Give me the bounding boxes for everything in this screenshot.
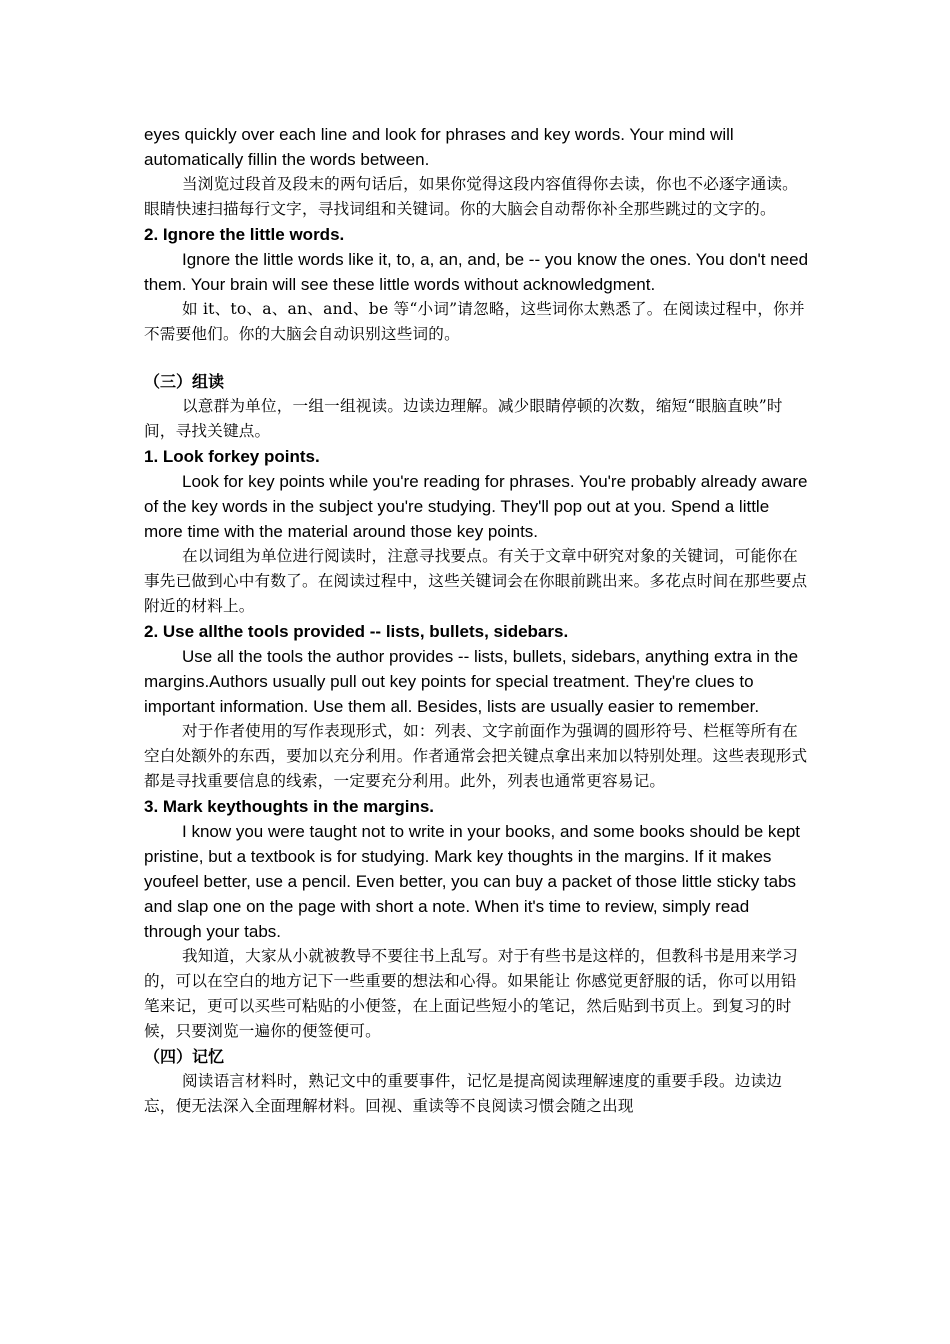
heading-ignore-little-words: 2. Ignore the little words. <box>144 225 345 244</box>
paragraph-zh-4: 对于作者使用的写作表现形式，如：列表、文字前面作为强调的圆形符号、栏框等所有在空白处额外的东西，要加以充分利用。作者通常会把关键点拿出来加以特别处理。这些表现形式都是寻找重要信息的线索，一定要充分利用。此外，列表也通常更容易记。 <box>144 722 808 790</box>
section-heading-3: （三）组读 <box>144 372 225 391</box>
section-heading-4: （四）记忆 <box>144 1047 225 1066</box>
section-3-intro: 以意群为单位，一组一组视读。边读边理解。减少眼睛停顿的次数，缩短“眼脑直映”时间，寻找关键点。 <box>144 397 783 440</box>
spacer <box>144 347 810 369</box>
paragraph-zh-1: 当浏览过段首及段末的两句话后，如果你觉得这段内容值得你去读，你也不必逐字通读。眼睛快速扫描每行文字，寻找词组和关键词。你的大脑会自动帮你补全那些跳过的文字的。 <box>144 175 798 218</box>
paragraph-zh-6: 阅读语言材料时，熟记文中的重要事件，记忆是提高阅读理解速度的重要手段。边读边忘，便无法深入全面理解材料。回视、重读等不良阅读习惯会随之出现 <box>144 1072 783 1115</box>
heading-look-for-key-points: 1. Look forkey points. <box>144 447 320 466</box>
paragraph-en-4: Use all the tools the author provides -- lists, bullets, sidebars, anything extra in the margins.Authors usually pull out key points for special treatment. They're clues to important information. Use them all. Besides, lists are usually easier to remember. <box>144 647 799 716</box>
paragraph-en-2: Ignore the little words like it, to, a, an, and, be -- you know the ones. You don't need them. Your brain will see these little words without acknowledgment. <box>144 250 809 294</box>
paragraph-zh-3: 在以词组为单位进行阅读时，注意寻找要点。有关于文章中研究对象的关键词，可能你在事先已做到心中有数了。在阅读过程中，这些关键词会在你眼前跳出来。多花点时间在那些要点附近的材料上。 <box>144 547 808 615</box>
heading-use-tools: 2. Use allthe tools provided -- lists, bullets, sidebars. <box>144 622 569 641</box>
paragraph-en-1: eyes quickly over each line and look for phrases and key words. Your mind will automatically fillin the words between. <box>144 125 734 169</box>
paragraph-zh-2: 如 it、to、a、an、and、be 等“小词”请忽略，这些词你太熟悉了。在阅读过程中，你并不需要他们。你的大脑会自动识别这些词的。 <box>144 300 805 343</box>
document-page <box>144 122 810 1119</box>
paragraph-en-5: I know you were taught not to write in your books, and some books should be kept pristine, but a textbook is for studying. Mark key thoughts in the margins. If it makes youfeel better, use a pencil. Even better, you can buy a packet of those little sticky tabs and slap one on the page with short a note. When it's time to review, simply read through your tabs. <box>144 822 801 941</box>
heading-mark-key-thoughts: 3. Mark keythoughts in the margins. <box>144 797 435 816</box>
paragraph-en-3: Look for key points while you're reading for phrases. You're probably already aware of the key words in the subject you're studying. They'll pop out at you. Spend a little more time with the material around those key points. <box>144 472 808 541</box>
paragraph-zh-5: 我知道，大家从小就被教导不要往书上乱写。对于有些书是这样的，但教科书是用来学习的，可以在空白的地方记下一些重要的想法和心得。如果能让 你感觉更舒服的话，你可以用铅笔来记，更可以买些可粘贴的小便签，在上面记些短小的笔记，然后贴到书页上。到复习的时候，只要浏览一遍你的便签便可。 <box>144 947 798 1040</box>
